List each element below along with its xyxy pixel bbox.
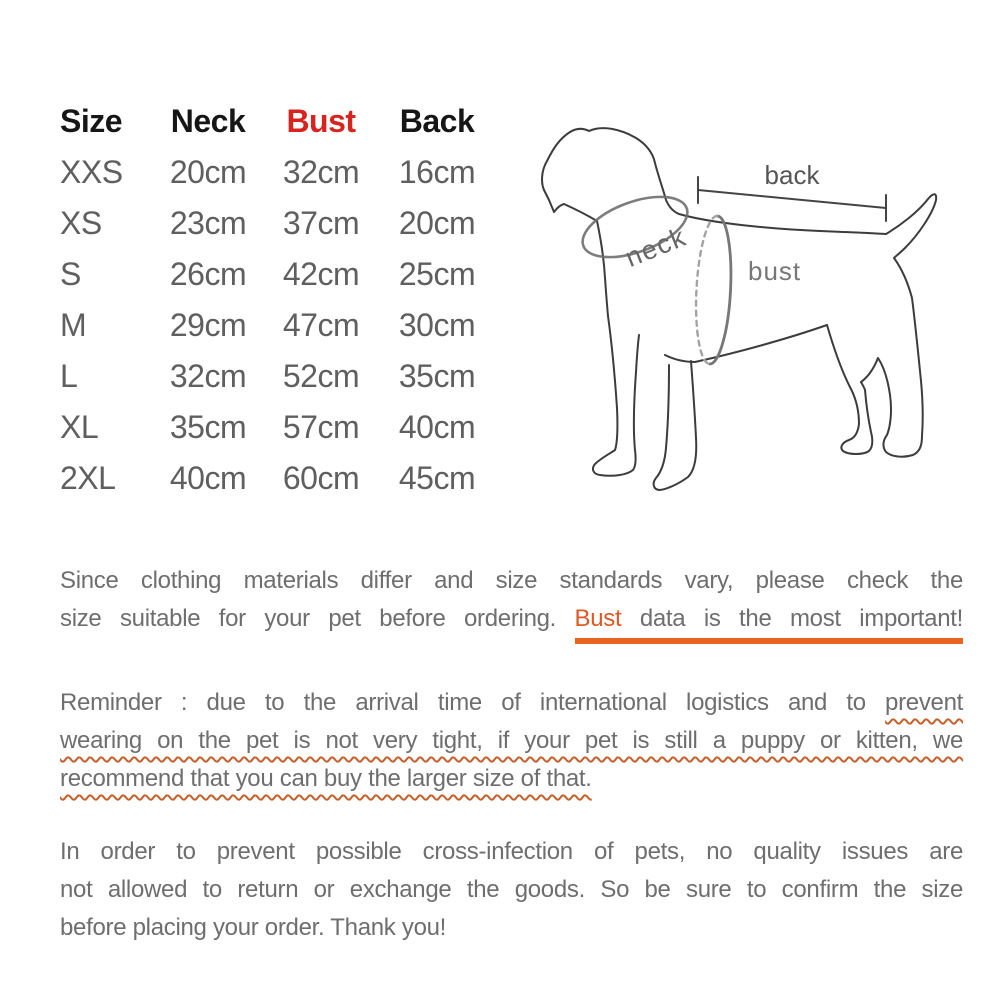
dog-measurement-diagram: [505, 100, 995, 510]
back-label: back: [764, 160, 820, 190]
table-header-size: Size: [60, 103, 123, 139]
table-cell-back: 20cm: [398, 205, 476, 241]
size-advice-paragraph: [60, 562, 963, 638]
table-cell-neck: 35cm: [169, 409, 247, 445]
table-cell-back: 40cm: [398, 409, 476, 445]
table-cell-bust: 52cm: [282, 358, 360, 394]
bust-label: bust: [748, 256, 802, 286]
table-cell-size: 2XL: [60, 460, 116, 496]
table-cell-neck: 20cm: [169, 154, 247, 190]
table-header-neck: Neck: [170, 103, 246, 139]
paragraph-text: size suitable for your pet before ordering.: [60, 605, 575, 632]
paragraph-line: Since clothing materials differ and size standards vary, please check the: [60, 567, 963, 594]
table-cell-neck: 23cm: [169, 205, 247, 241]
bust-important-underline: [575, 605, 963, 644]
paragraph-text: Reminder : due to the arrival time of international logistics and to: [60, 689, 886, 716]
table-cell-bust: 42cm: [282, 256, 360, 292]
wavy-underlined-line: recommend that you can buy the larger size of that.: [60, 765, 592, 792]
table-cell-bust: 57cm: [282, 409, 360, 445]
table-cell-neck: 26cm: [169, 256, 247, 292]
table-cell-size: XL: [60, 409, 99, 445]
size-table: [60, 96, 496, 504]
table-cell-bust: 37cm: [282, 205, 360, 241]
table-cell-bust: 32cm: [282, 154, 360, 190]
paragraph-line: not allowed to return or exchange the goods. So be sure to confirm the size: [60, 876, 963, 903]
table-cell-back: 30cm: [398, 307, 476, 343]
table-header-back: Back: [399, 103, 475, 139]
table-cell-neck: 32cm: [169, 358, 247, 394]
wavy-underlined-text: prevent: [885, 689, 963, 716]
table-cell-bust: 47cm: [282, 307, 360, 343]
bust-highlight: Bust: [574, 605, 622, 632]
neck-label: neck: [621, 221, 691, 273]
table-cell-neck: 29cm: [169, 307, 247, 343]
table-cell-size: XXS: [60, 154, 123, 190]
reminder-paragraph: [60, 684, 963, 798]
table-header-bust: Bust: [286, 103, 356, 139]
table-cell-back: 45cm: [398, 460, 476, 496]
table-cell-size: M: [60, 307, 87, 343]
table-cell-back: 25cm: [398, 256, 476, 292]
paragraph-line: [60, 684, 963, 722]
table-cell-size: L: [60, 358, 78, 394]
bust-girth-ellipse-solid: [710, 216, 731, 364]
table-cell-size: S: [60, 256, 81, 292]
wavy-underlined-line: wearing on the pet is not very tight, if your pet is still a puppy or kitten, we: [60, 727, 963, 754]
table-cell-bust: 60cm: [282, 460, 360, 496]
paragraph-text: data is the most important!: [621, 605, 963, 632]
paragraph-line: [60, 600, 963, 638]
table-cell-size: XS: [60, 205, 102, 241]
paragraph-line: In order to prevent possible cross-infection of pets, no quality issues are: [60, 838, 963, 865]
paragraph-line: before placing your order. Thank you!: [60, 914, 447, 941]
dog-outline: [542, 128, 936, 490]
bust-girth-ellipse-dashed: [696, 216, 717, 364]
table-cell-back: 35cm: [398, 358, 476, 394]
table-cell-neck: 40cm: [169, 460, 247, 496]
table-cell-back: 16cm: [398, 154, 476, 190]
return-policy-paragraph: [60, 833, 963, 947]
